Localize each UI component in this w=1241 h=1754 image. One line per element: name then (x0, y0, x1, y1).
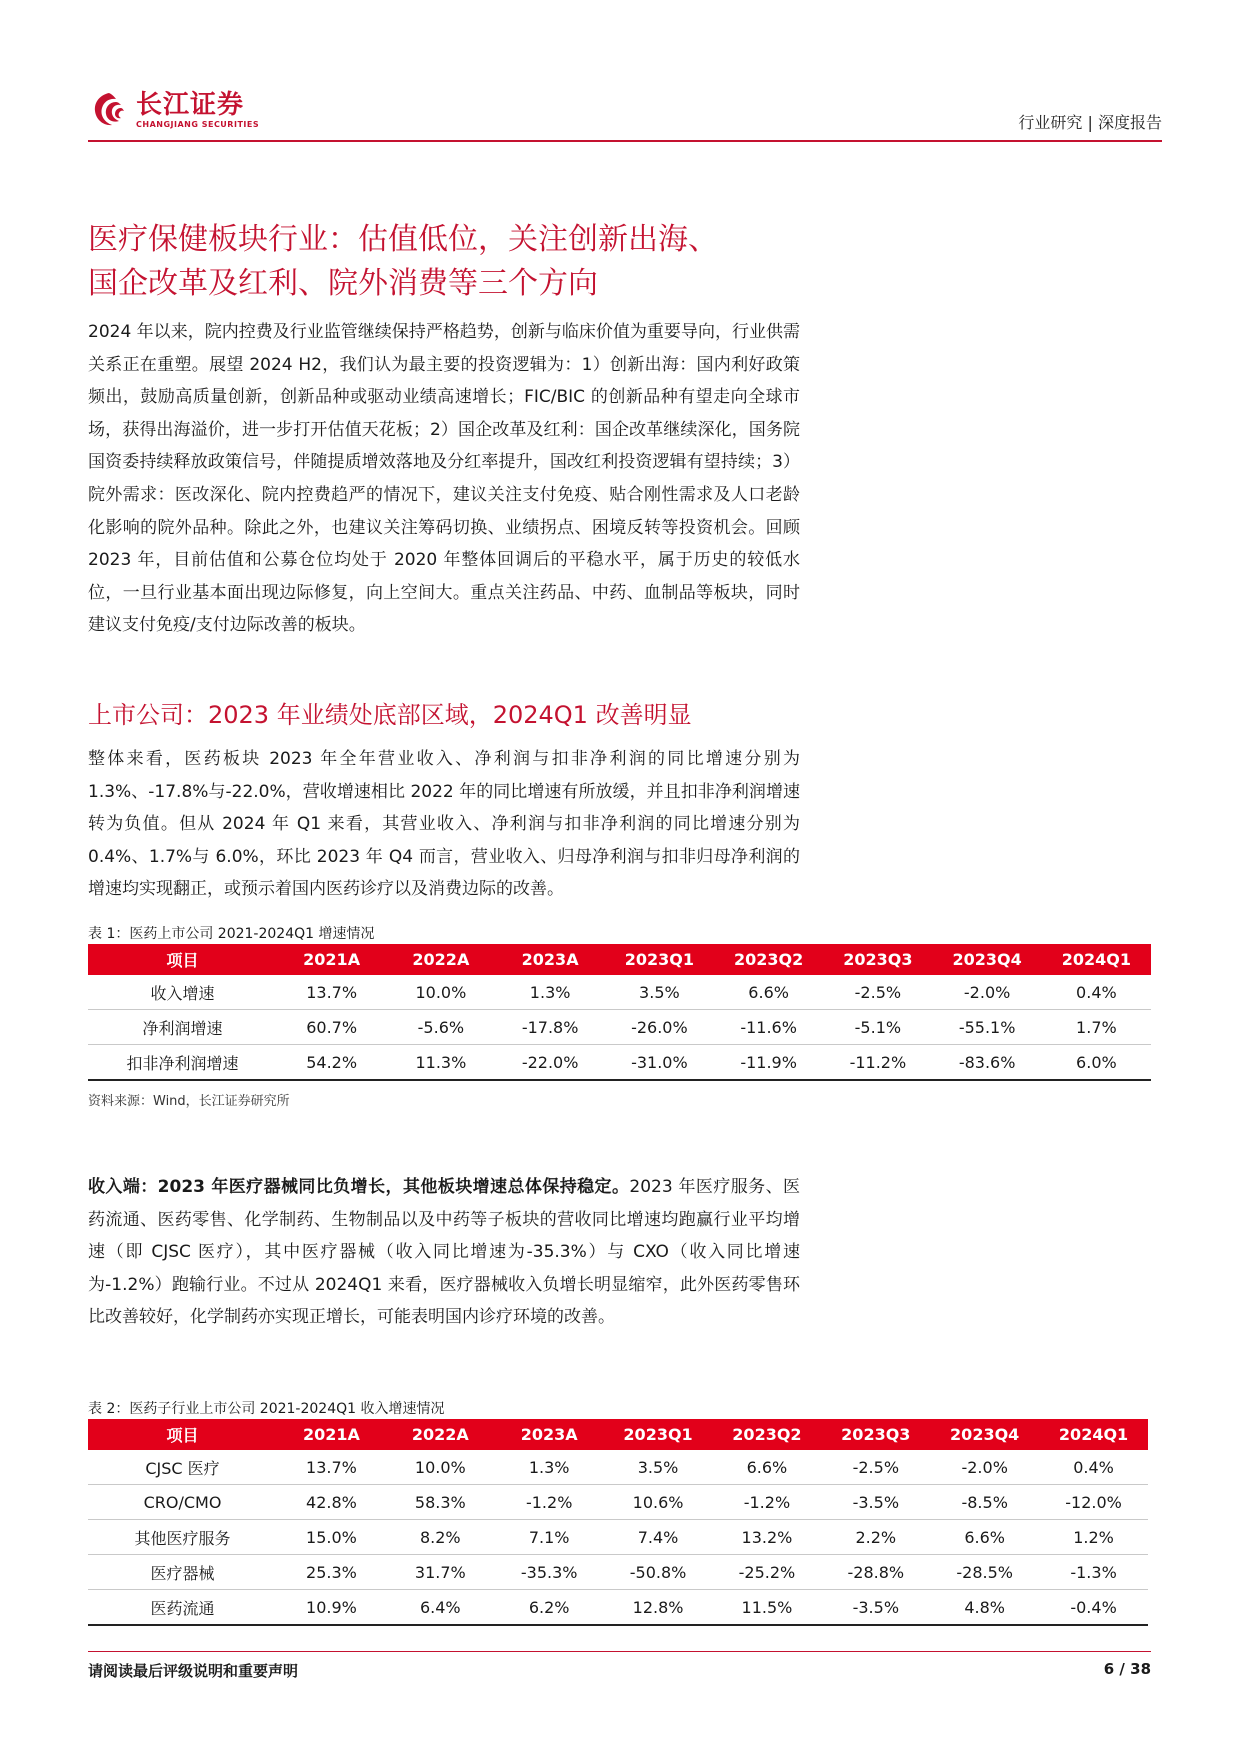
page-footer (88, 1651, 1151, 1680)
table-row (88, 1485, 1148, 1520)
table-cell: -35.3% (495, 1555, 604, 1590)
table-cell: 10.9% (277, 1590, 386, 1626)
section2-paragraph: 整体来看，医药板块 2023 年全年营业收入、净利润与扣非净利润的同比增速分别为 1.3%、-17.8%与-22.0%，营收增速相比 2022 年的同比增速有所放缓，并且扣非净利润增速转为负值。但从 2024 年 Q1 来看，其营业收入、净利润与扣非净利润的同比增速分别为 0.4%、1.7%与 6.0%，环比 2023 年 Q4 而言，营业收入、归母净利润与扣非归母净利润的增速均实现翻正，或预示着国内医药诊疗以及消费边际的改善。 (88, 749, 800, 900)
table-cell: 6.6% (930, 1520, 1039, 1555)
table-header-cell: 2023Q1 (604, 1419, 713, 1450)
table-cell: 10.6% (604, 1485, 713, 1520)
table-cell: -11.6% (714, 1010, 823, 1045)
table-row-label: 医药流通 (88, 1590, 277, 1626)
table-cell: -1.3% (1039, 1555, 1148, 1590)
table-cell: 31.7% (386, 1555, 495, 1590)
growth-table (88, 944, 1151, 1081)
table-cell: -2.5% (821, 1450, 930, 1485)
table-row-label: CRO/CMO (88, 1485, 277, 1520)
table-row-label: 净利润增速 (88, 1010, 277, 1045)
table-cell: 7.4% (604, 1520, 713, 1555)
table1-caption: 表 1：医药上市公司 2021-2024Q1 增速情况 (88, 926, 375, 942)
table-header-cell: 2023Q4 (933, 944, 1042, 975)
page-header (88, 84, 1162, 142)
table-cell: -2.0% (933, 975, 1042, 1010)
table-cell: -11.2% (823, 1045, 932, 1081)
section3-body: 2023 年医疗服务、医药流通、医药零售、化学制药、生物制品以及中药等子板块的营收同比增速均跑赢行业平均增速（即 CJSC 医疗），其中医疗器械（收入同比增速为-35.3%）与 CXO（收入同比增速为-1.2%）跑输行业。不过从 2024Q1 来看，医疗器械收入负增长明显缩窄，此外医药零售环比改善较好，化学制药亦实现正增长，可能表明国内诊疗环境的改善。 (88, 1177, 800, 1328)
table-cell: -1.2% (495, 1485, 604, 1520)
table-cell: 7.1% (495, 1520, 604, 1555)
table-cell: -11.9% (714, 1045, 823, 1081)
footer-disclaimer: 请阅读最后评级说明和重要声明 (88, 1662, 299, 1680)
table-header-cell: 2024Q1 (1042, 944, 1151, 975)
logo-english-name: CHANGJIANG SECURITIES (136, 119, 260, 129)
section3-lead: 收入端：2023 年医疗器械同比负增长，其他板块增速总体保持稳定。 (88, 1177, 630, 1197)
table-cell: -28.5% (930, 1555, 1039, 1590)
table-header-cell: 2021A (277, 944, 386, 975)
table-header-cell: 2023A (495, 1419, 604, 1450)
table-cell: 54.2% (277, 1045, 386, 1081)
table-cell: -26.0% (605, 1010, 714, 1045)
table-cell: -3.5% (821, 1590, 930, 1626)
table2-caption: 表 2：医药子行业上市公司 2021-2024Q1 收入增速情况 (88, 1401, 445, 1417)
table-cell: 4.8% (930, 1590, 1039, 1626)
table-cell: -2.0% (930, 1450, 1039, 1485)
table-cell: 3.5% (605, 975, 714, 1010)
subsector-revenue-table (88, 1419, 1148, 1626)
table-header-row (88, 944, 1151, 975)
table-cell: 1.3% (496, 975, 605, 1010)
table-header-cell: 2023Q2 (714, 944, 823, 975)
table-header-cell: 2022A (386, 944, 495, 975)
table-cell: 1.3% (495, 1450, 604, 1485)
section-title-main (88, 218, 1088, 306)
table-cell: -55.1% (933, 1010, 1042, 1045)
table-cell: -8.5% (930, 1485, 1039, 1520)
table-row-label: 其他医疗服务 (88, 1520, 277, 1555)
table-row (88, 1520, 1148, 1555)
table-cell: -12.0% (1039, 1485, 1148, 1520)
logo-emblem-icon (88, 89, 130, 131)
table-cell: 3.5% (604, 1450, 713, 1485)
table-cell: -25.2% (713, 1555, 822, 1590)
page-number: 6 / 38 (1103, 1660, 1151, 1678)
table-row (88, 975, 1151, 1010)
table-header-cell: 项目 (88, 944, 277, 975)
table-header-cell: 2023Q1 (605, 944, 714, 975)
table-header-cell: 2024Q1 (1039, 1419, 1148, 1450)
logo-chinese-name: 长江证券 (136, 89, 245, 120)
table-cell: 10.0% (386, 975, 495, 1010)
table-cell: 6.0% (1042, 1045, 1151, 1081)
table-header-cell: 2023Q2 (713, 1419, 822, 1450)
report-category: 行业研究 | 深度报告 (1018, 113, 1162, 132)
section3-paragraph (88, 1171, 800, 1334)
table-row (88, 1450, 1148, 1485)
table-cell: 15.0% (277, 1520, 386, 1555)
table-cell: -50.8% (604, 1555, 713, 1590)
table-cell: -83.6% (933, 1045, 1042, 1081)
table-cell: -3.5% (821, 1485, 930, 1520)
company-logo (88, 86, 259, 134)
table-cell: -5.1% (823, 1010, 932, 1045)
table-row (88, 1555, 1148, 1590)
table-cell: -5.6% (386, 1010, 495, 1045)
section-title-line2: 国企改革及红利、院外消费等三个方向 (88, 266, 598, 301)
table-cell: 11.5% (713, 1590, 822, 1626)
table-header-cell: 2021A (277, 1419, 386, 1450)
table-cell: -17.8% (496, 1010, 605, 1045)
table-cell: 13.7% (277, 1450, 386, 1485)
table-cell: 0.4% (1039, 1450, 1148, 1485)
table-cell: 11.3% (386, 1045, 495, 1081)
table-cell: 2.2% (821, 1520, 930, 1555)
table-cell: -28.8% (821, 1555, 930, 1590)
table-row (88, 1010, 1151, 1045)
table-cell: 6.4% (386, 1590, 495, 1626)
section-title-line1: 医疗保健板块行业：估值低位，关注创新出海、 (88, 222, 718, 257)
table-cell: -0.4% (1039, 1590, 1148, 1626)
table-header-cell: 2023Q3 (823, 944, 932, 975)
table-cell: 6.6% (713, 1450, 822, 1485)
table-row-label: 扣非净利润增速 (88, 1045, 277, 1081)
table-header-cell: 2023Q4 (930, 1419, 1039, 1450)
table-cell: -2.5% (823, 975, 932, 1010)
table-header-cell: 2023A (496, 944, 605, 975)
table-header-row (88, 1419, 1148, 1450)
section1-paragraph: 2024 年以来，院内控费及行业监管继续保持严格趋势，创新与临床价值为重要导向，行业供需关系正在重塑。展望 2024 H2，我们认为最主要的投资逻辑为：1）创新出海：国内利好政策频出，鼓励高质量创新，创新品种或驱动业绩高速增长；FIC/BIC 的创新品种有望走向全球市场，获得出海溢价，进一步打开估值天花板；2）国企改革及红利：国企改革继续深化，国务院国资委持续释放政策信号，伴随提质增效落地及分红率提升，国改红利投资逻辑有望持续；3）院外需求：医改深化、院内控费趋严的情况下，建议关注支付免疫、贴合刚性需求及人口老龄化影响的院外品种。除此之外，也建议关注筹码切换、业绩拐点、困境反转等投资机会。回顾 2023 年，目前估值和公募仓位均处于 2020 年整体回调后的平稳水平，属于历史的较低水位，一旦行业基本面出现边际修复，向上空间大。重点关注药品、中药、血制品等板块，同时建议支付免疫/支付边际改善的板块。 (88, 322, 800, 636)
table-cell: 60.7% (277, 1010, 386, 1045)
table-cell: -1.2% (713, 1485, 822, 1520)
table-cell: -31.0% (605, 1045, 714, 1081)
table-cell: 12.8% (604, 1590, 713, 1626)
table-row-label: CJSC 医疗 (88, 1450, 277, 1485)
table-cell: 10.0% (386, 1450, 495, 1485)
table-cell: 13.2% (713, 1520, 822, 1555)
table-cell: 0.4% (1042, 975, 1151, 1010)
table-cell: 42.8% (277, 1485, 386, 1520)
table-cell: 6.6% (714, 975, 823, 1010)
table-row (88, 1590, 1148, 1626)
table1-source: 资料来源：Wind，长江证券研究所 (88, 1094, 290, 1109)
table-header-cell: 项目 (88, 1419, 277, 1450)
section-title-listed-companies: 上市公司：2023 年业绩处底部区域，2024Q1 改善明显 (88, 701, 692, 729)
table-cell: 1.7% (1042, 1010, 1151, 1045)
table-cell: 58.3% (386, 1485, 495, 1520)
table-cell: 25.3% (277, 1555, 386, 1590)
table-cell: 8.2% (386, 1520, 495, 1555)
table-cell: 1.2% (1039, 1520, 1148, 1555)
table-row (88, 1045, 1151, 1081)
table-cell: 13.7% (277, 975, 386, 1010)
table-row-label: 医疗器械 (88, 1555, 277, 1590)
table-header-cell: 2022A (386, 1419, 495, 1450)
table-header-cell: 2023Q3 (821, 1419, 930, 1450)
table-row-label: 收入增速 (88, 975, 277, 1010)
table-cell: 6.2% (495, 1590, 604, 1626)
table-cell: -22.0% (496, 1045, 605, 1081)
